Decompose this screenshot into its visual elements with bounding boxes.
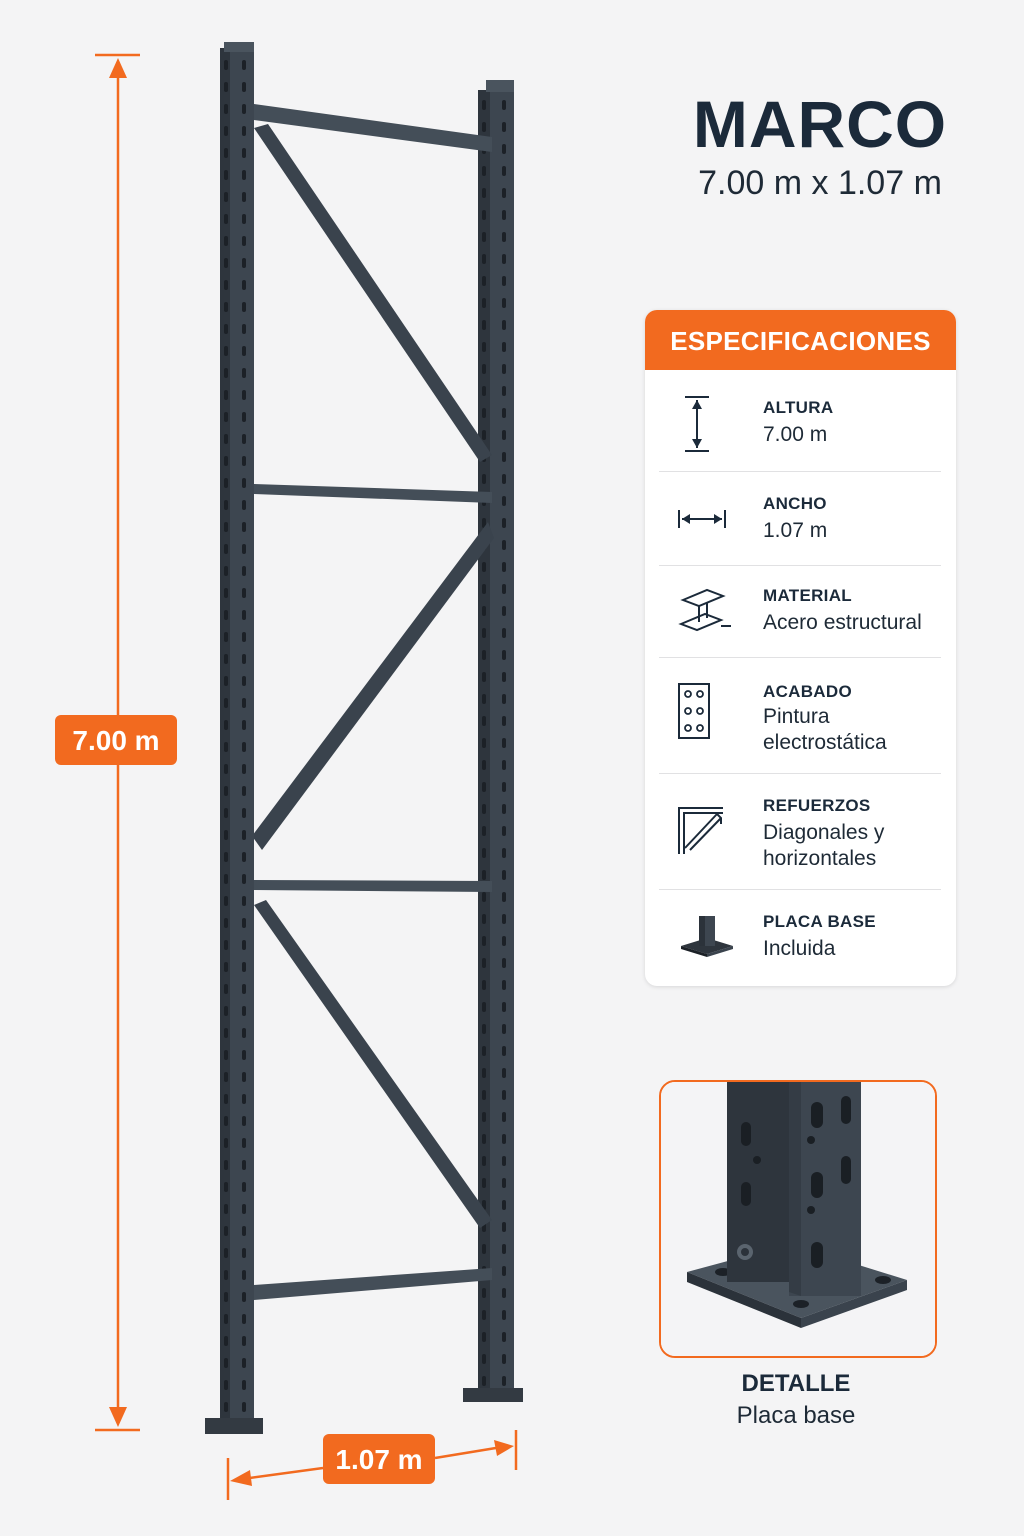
spec-label: ACABADO [763, 682, 852, 701]
height-arrow-icon [677, 394, 717, 454]
spec-value: 1.07 m [763, 519, 828, 542]
spec-value: Acero estructural [763, 611, 922, 634]
spec-value: Diagonales y horizontales [763, 821, 885, 870]
height-badge: 7.00 m [55, 715, 177, 765]
specs-card [645, 310, 956, 986]
spec-label: REFUERZOS [763, 796, 871, 815]
detail-image-frame [659, 1080, 937, 1358]
spec-label: PLACA BASE [763, 912, 876, 931]
spec-row-acabado [659, 658, 941, 774]
spec-row-material [659, 566, 941, 658]
page-title: MARCO [692, 87, 948, 161]
spec-value: Incluida [763, 937, 836, 960]
spec-row-placa-base [659, 890, 941, 986]
brace-frame-icon [677, 804, 725, 856]
perforated-panel-icon [677, 682, 711, 740]
spec-label: ALTURA [763, 398, 834, 417]
detail-subtitle: Placa base [736, 1402, 856, 1429]
spec-label: MATERIAL [763, 586, 852, 605]
detail-caption [659, 1370, 933, 1430]
left-upright [205, 42, 263, 1434]
spec-value: Pintura electrostática [763, 705, 887, 754]
title-block [640, 86, 1000, 203]
detail-title: DETALLE [741, 1370, 851, 1397]
base-plate-detail-illustration [661, 1082, 935, 1356]
width-arrow-icon [677, 508, 727, 530]
bracing [252, 104, 494, 1300]
page-subtitle: 7.00 m x 1.07 m [698, 164, 942, 202]
spec-row-ancho [659, 472, 941, 566]
spec-row-refuerzos [659, 774, 941, 890]
steel-beam-icon [677, 586, 733, 636]
spec-label: ANCHO [763, 494, 827, 513]
spec-value: 7.00 m [763, 423, 828, 446]
spec-row-altura [659, 380, 941, 472]
specs-header: ESPECIFICACIONES [645, 310, 956, 370]
base-plate-icon [677, 910, 737, 958]
width-badge: 1.07 m [323, 1434, 435, 1484]
